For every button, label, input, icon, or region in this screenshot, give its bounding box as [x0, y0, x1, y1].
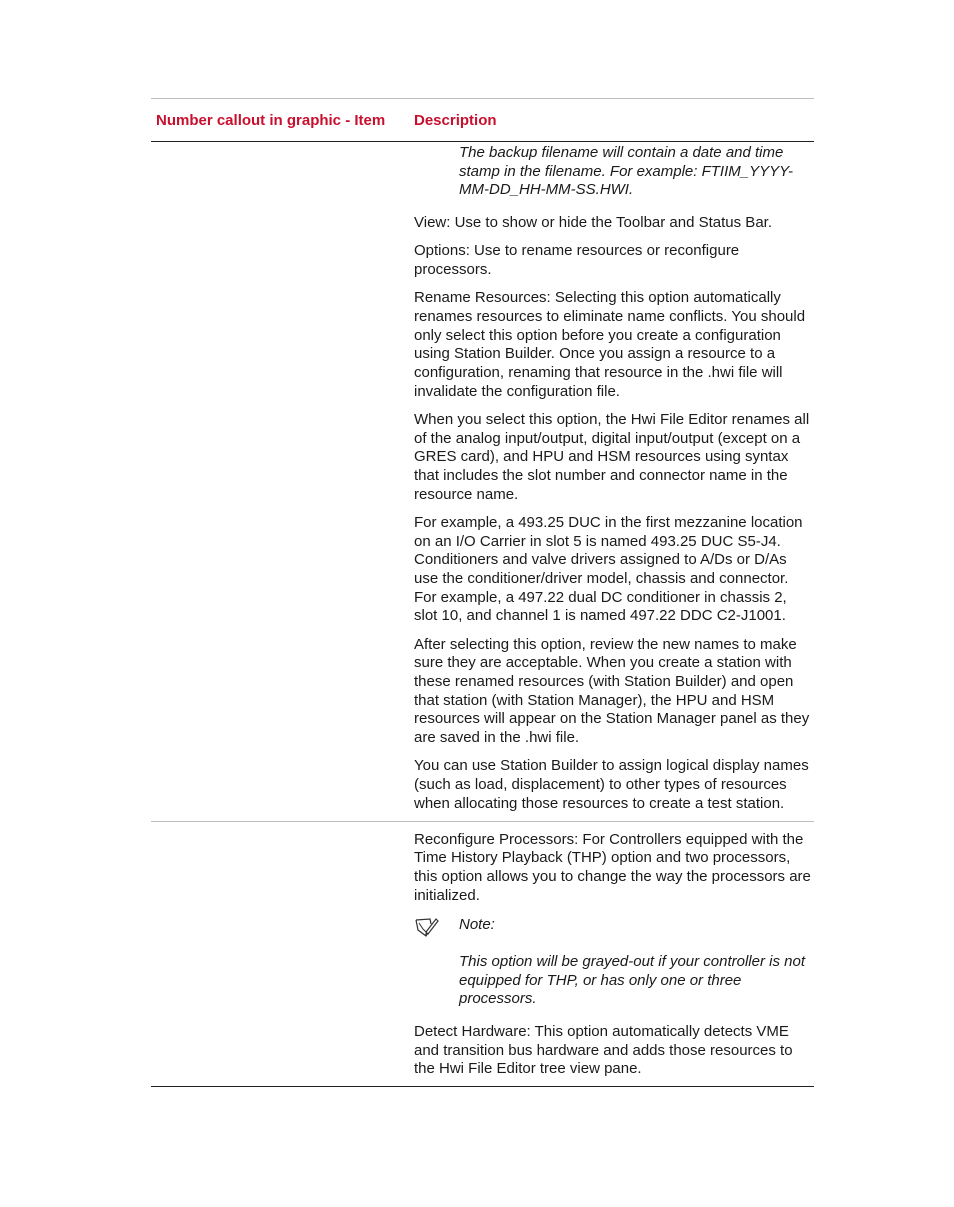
- table-header-row: [151, 99, 814, 141]
- paragraph-view: View: Use to show or hide the Toolbar and Status Bar.: [414, 214, 772, 232]
- header-item: Number callout in graphic - Item: [156, 111, 386, 129]
- description-table: [151, 98, 814, 1087]
- paragraph-detect-hardware: Detect Hardware: This option automatically detects VME and transition bus hardware and adds those resources to the Hwi File Editor tree view pane.: [414, 1022, 793, 1078]
- note-label: Note:: [459, 916, 495, 934]
- paragraph-review-names: After selecting this option, review the new names to make sure they are acceptable. When you create a station with these renamed resources (with Station Builder) and open that station (with Station Manager), the HPU and HSM resources will appear on the Station Manager panel as they are saved in the .hwi file.: [414, 635, 810, 747]
- description-cell: [414, 144, 814, 821]
- paragraph-rename-resources: Rename Resources: Selecting this option automatically renames resources to eliminate name conflicts. You should only select this option before you create a configuration using Station Builder. Once you assign a resource to a configuration, renaming that resource in the .hwi file will invalidate the configuration file.: [414, 289, 806, 400]
- paragraph-rename-syntax: When you select this option, the Hwi File Editor renames all of the analog input/output, digital input/output (except on a GRES card), and HPU and HSM resources using syntax that includes the slot number and connector name in the resource name.: [414, 410, 810, 503]
- description-cell: [414, 831, 814, 1087]
- paragraph-station-builder: You can use Station Builder to assign logical display names (such as load, displacement) to other types of resources when allocating those resources to create a test station.: [414, 757, 809, 812]
- paragraph-reconfigure-processors: Reconfigure Processors: For Controllers equipped with the Time History Playback (THP) option and two processors, this option allows you to change the way the processors are initialized.: [414, 830, 811, 904]
- table-row: [151, 822, 814, 1087]
- table-row: [151, 142, 814, 821]
- item-cell: [151, 831, 414, 1087]
- paragraph-rename-example: For example, a 493.25 DUC in the first mezzanine location on an I/O Carrier in slot 5 is named 493.25 DUC S5-J4. Conditioners and valve drivers assigned to A/Ds or D/As use the conditioner/driver model, chassis and connector. For example, a 497.22 dual DC conditioner in chassis 2, slot 10, and channel 1 is named 497.22 DDC C2-J1001.: [414, 513, 803, 625]
- paragraph-options: Options: Use to rename resources or reconfigure processors.: [414, 242, 740, 279]
- table-bottom-rule: [151, 1086, 814, 1087]
- note-pencil-icon: [414, 916, 459, 943]
- backup-filename-note: The backup filename will contain a date and time stamp in the filename. For example: FTIIM_YYYY-MM-DD_HH-MM-SS.HWI.: [459, 144, 794, 199]
- note-text: This option will be grayed-out if your controller is not equipped for THP, or has only one or three processors.: [459, 952, 805, 1008]
- header-description: Description: [414, 111, 497, 129]
- item-cell: [151, 144, 414, 821]
- note-block: [414, 916, 812, 943]
